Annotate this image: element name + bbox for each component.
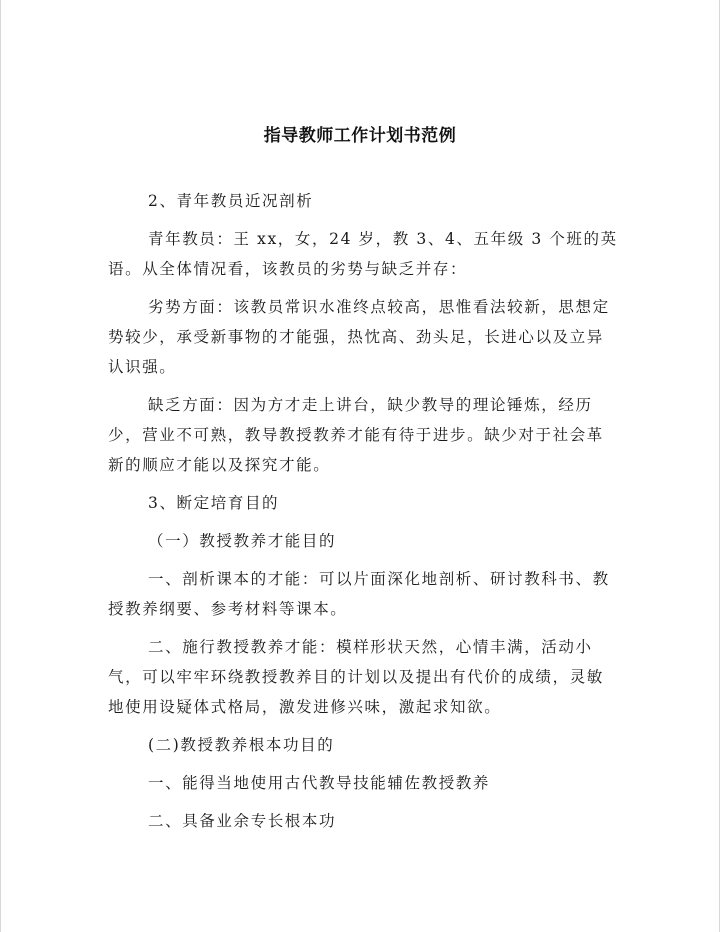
- document-body: [108, 186, 618, 844]
- document-title: 指导教师工作计划书范例: [263, 126, 457, 146]
- paragraph-teacher-profile: 青年教员：王 xx，女，24 岁，教 3、4、五年级 3 个班的英语。从全体情况看，该教员的劣势与缺乏并存：: [108, 230, 618, 278]
- paragraph-weaknesses: 缺乏方面：因为方才走上讲台，缺少教导的理论锤炼，经历少，营业不可熟，教导教授教养才能有待于进步。缺少对于社会革新的顺应才能以及探究才能。: [108, 396, 604, 474]
- subheading-teaching-ability: （一）教授教养才能目的: [148, 532, 337, 550]
- paragraph-strengths: 劣势方面：该教员常识水准终点较高，思惟看法较新，思想定势较少，承受新事物的才能强，热忱高、劲头足，长进心以及立异认识强。: [108, 298, 610, 376]
- paragraph-specialty-skills: 二、具备业余专长根本功: [148, 812, 337, 830]
- paragraph-teaching-execution: 二、施行教授教养才能：模样形状天然，心情丰满，活动小气，可以牢牢环绕教授教养目的计划以及提出有代价的成绩，灵敏地使用设疑体式格局，激发进修兴味，激起求知欲。: [108, 638, 604, 716]
- section-heading-analysis: 2、青年教员近况剖析: [148, 192, 314, 210]
- subheading-basic-skills: (二)教授教养根本功目的: [148, 736, 335, 754]
- section-heading-goals: 3、断定培育目的: [148, 494, 280, 512]
- paragraph-textbook-analysis: 一、剖析课本的才能：可以片面深化地剖析、研讨教科书、教授教养纲要、参考材料等课本。: [108, 570, 610, 618]
- paragraph-modern-technology: 一、能得当地使用古代教导技能辅佐教授教养: [148, 774, 491, 792]
